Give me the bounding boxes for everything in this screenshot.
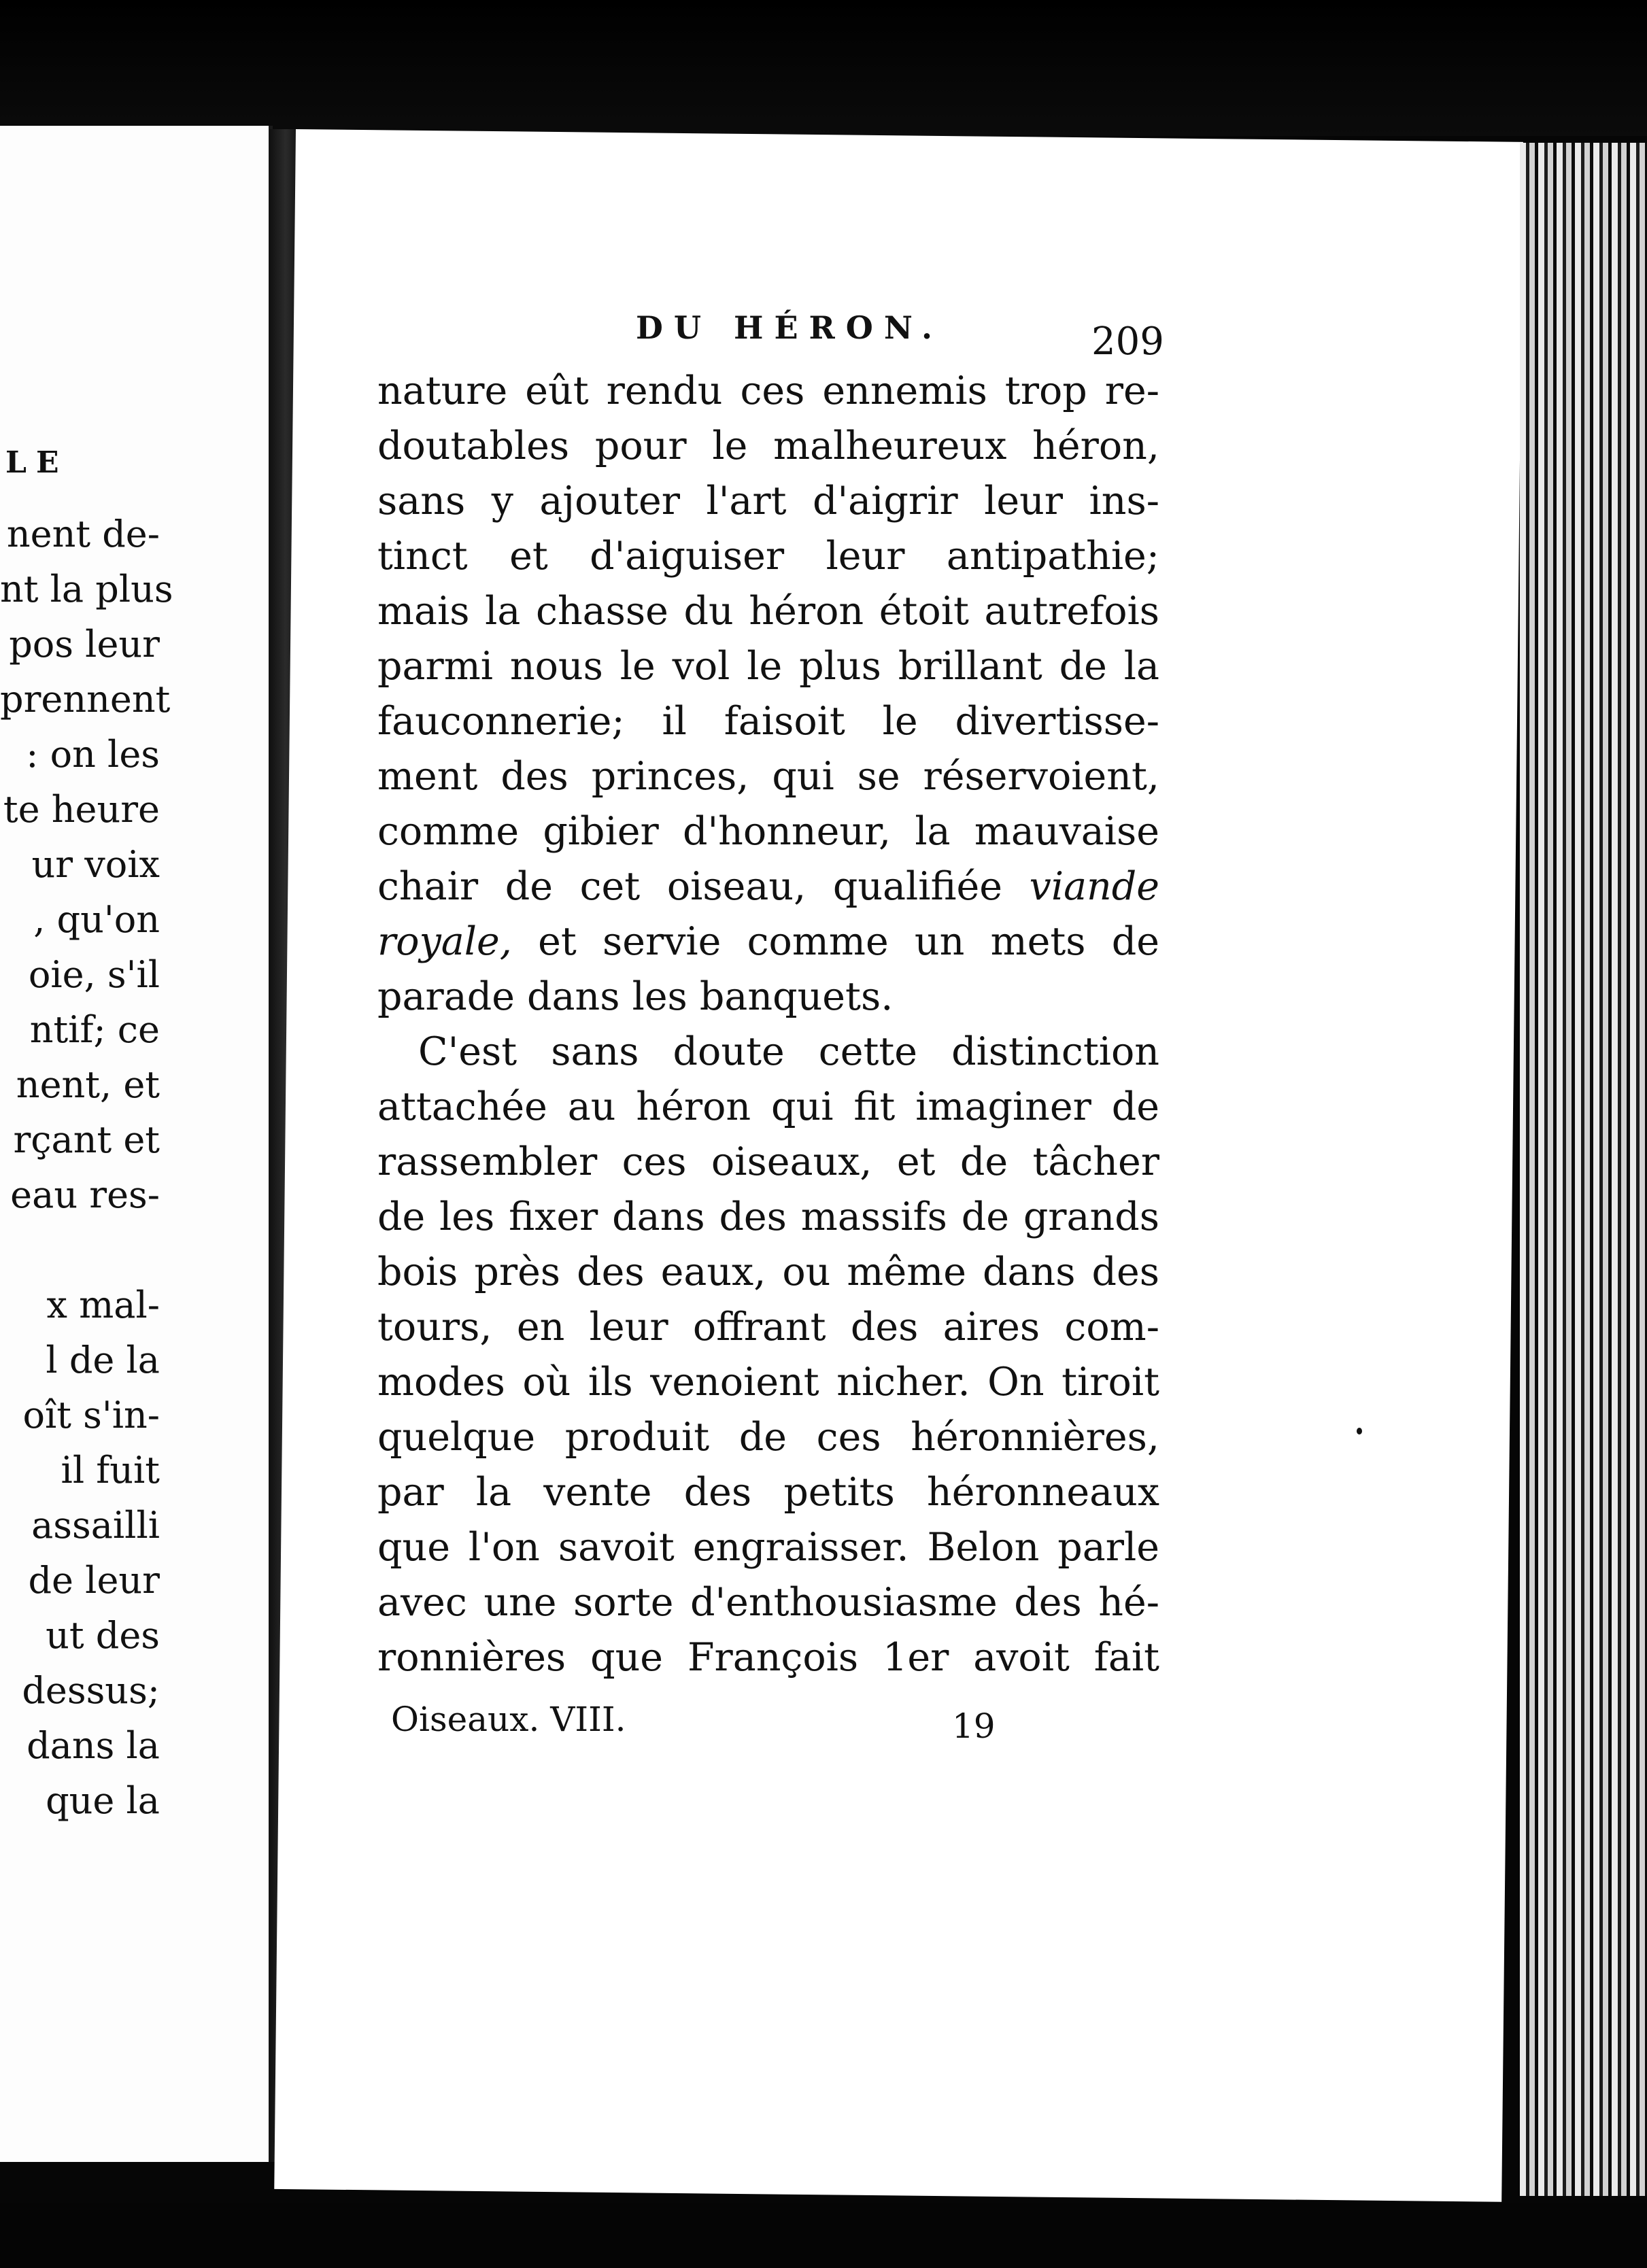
text-line: tinct et d'aiguiser leur antipathie; [377, 534, 1159, 579]
signature-mark: Oiseaux. VIII. [391, 1700, 626, 1739]
left-text-line: nent de- [6, 513, 160, 555]
signature-number: 19 [952, 1706, 996, 1746]
left-text-line: te heure [3, 788, 160, 831]
text-line: parmi nous le vol le plus brillant de la [377, 644, 1159, 689]
left-text-line: : on les [26, 733, 160, 776]
text-line: royale, et servie comme un mets de [377, 919, 1159, 964]
left-text-line: ut des [46, 1614, 160, 1657]
left-text-line: oît s'in- [22, 1394, 160, 1437]
left-text-line: assailli [31, 1504, 160, 1547]
scan-background-top [0, 0, 1647, 136]
left-text-line: de leur [28, 1559, 160, 1602]
left-text-line: oie, s'il [28, 953, 160, 996]
text-line: quelque produit de ces héronnières, [377, 1415, 1159, 1460]
text-line: nature eût rendu ces ennemis trop re- [377, 368, 1159, 413]
italic-run: viande [1029, 864, 1159, 909]
left-text-line: prennent [0, 678, 171, 721]
text-line: sans y ajouter l'art d'aigrir leur ins- [377, 479, 1159, 523]
left-text-line: rçant et [13, 1118, 160, 1161]
text-line: comme gibier d'honneur, la mauvaise [377, 809, 1159, 854]
left-text-line: dessus; [22, 1669, 160, 1712]
body-text [377, 364, 1159, 1685]
text-line: fauconnerie; il faisoit le divertisse- [377, 699, 1159, 744]
left-running-head-fragment: LE [5, 445, 69, 480]
left-text-line: l de la [46, 1339, 160, 1381]
left-text-line: x mal- [46, 1284, 160, 1326]
left-page-text [0, 506, 269, 1828]
text-line: ronnières que François 1er avoit fait [377, 1635, 1159, 1680]
page-edges [1520, 143, 1647, 2196]
text-line: que l'on savoit engraisser. Belon parle [377, 1525, 1159, 1570]
text-line: par la vente des petits héronneaux [377, 1470, 1159, 1515]
left-text-line: dans la [27, 1724, 160, 1767]
text-line: de les fixer dans des massifs de grands [377, 1195, 1159, 1239]
text-line: C'est sans doute cette distinction [418, 1029, 1159, 1074]
left-text-line: pos leur [9, 623, 160, 666]
left-text-line: ur voix [31, 843, 160, 886]
text-line: bois près des eaux, ou même dans des [377, 1250, 1159, 1294]
text-line: attachée au héron qui fit imaginer de [377, 1084, 1159, 1129]
left-text-line: il fuit [61, 1449, 160, 1492]
text-line: rassembler ces oiseaux, et de tâcher [377, 1139, 1159, 1184]
left-text-line: nent, et [16, 1063, 160, 1106]
left-text-line: ntif; ce [29, 1008, 160, 1051]
text-line: ment des princes, qui se réservoient, [377, 754, 1159, 799]
page-number: 209 [1091, 320, 1164, 364]
scan-background-bottom [0, 2203, 1647, 2268]
left-page [0, 126, 273, 2162]
left-text-line: que la [46, 1779, 160, 1822]
left-text-line: , qu'on [33, 898, 160, 941]
left-text-line: eau res- [10, 1173, 160, 1216]
running-head: DU HÉRON. [636, 309, 943, 346]
text-line: doutables pour le malheureux héron, [377, 424, 1159, 468]
dust-speck [1357, 1428, 1362, 1434]
left-text-line: nt la plus [0, 568, 173, 611]
text-line: mais la chasse du héron étoit autrefois [377, 589, 1159, 634]
text-line: chair de cet oiseau, qualifiée viande [377, 864, 1159, 909]
text-line: parade dans les banquets. [377, 974, 894, 1019]
italic-run: royale, [377, 919, 512, 964]
text-line: tours, en leur offrant des aires com- [377, 1305, 1159, 1350]
text-line: modes où ils venoient nicher. On tiroit [377, 1360, 1159, 1405]
text-line: avec une sorte d'enthousiasme des hé- [377, 1580, 1159, 1625]
left-text-line [0, 1222, 269, 1277]
